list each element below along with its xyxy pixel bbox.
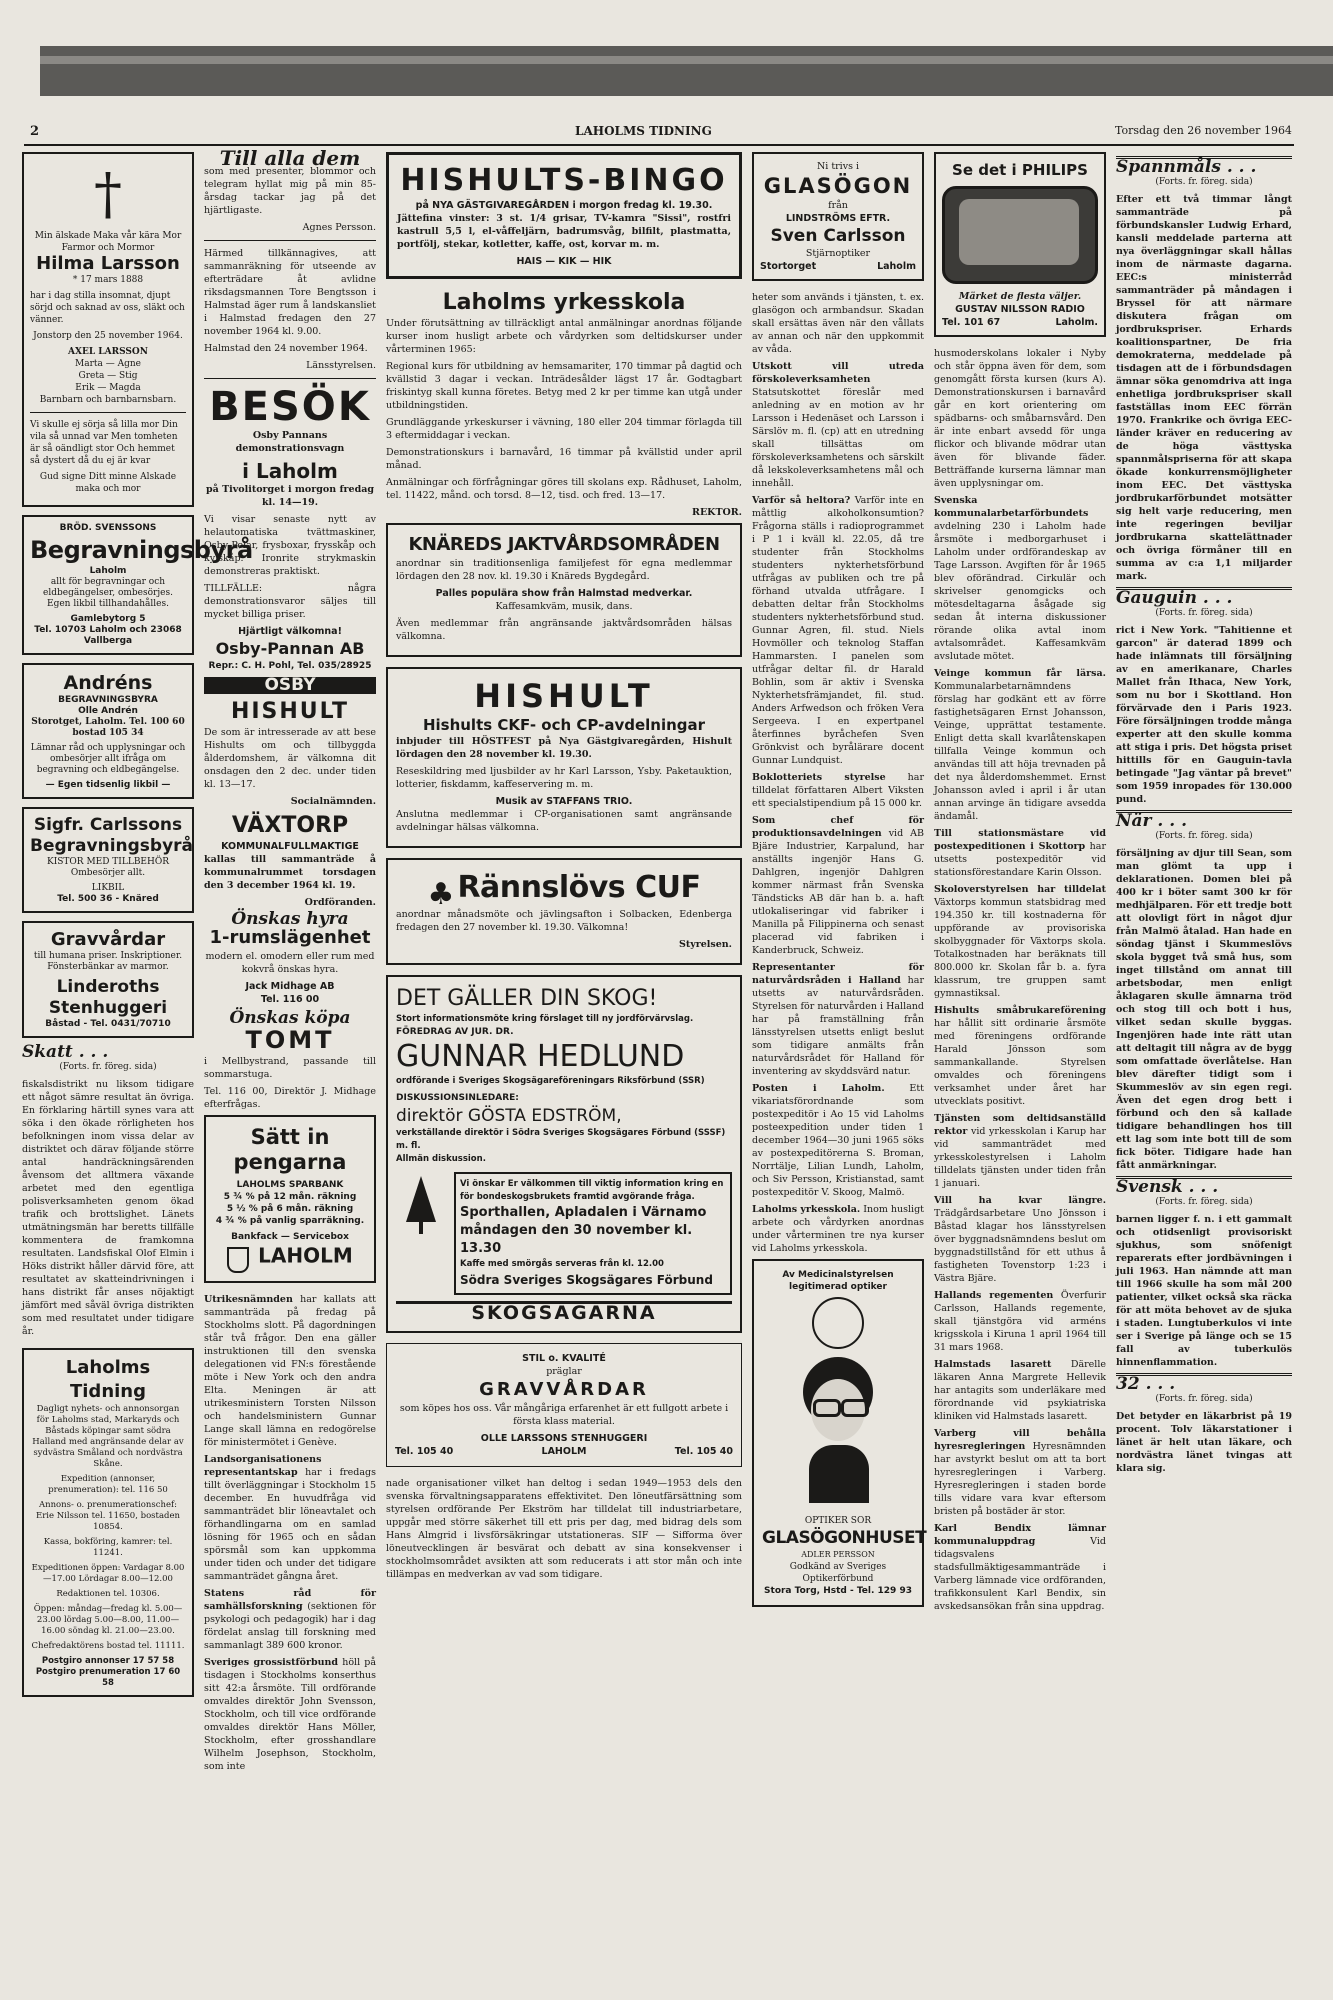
onskas2-title: TOMT — [245, 1026, 335, 1054]
skog-invite: Vi önskar Er välkommen till viktig information kring en för bondeskogsbrukets framtid avgörande fråga. — [460, 1179, 724, 1202]
glasogon-place-1: Stortorget — [760, 261, 817, 272]
glasogon-firm: LINDSTRÖMS EFTR. — [785, 213, 891, 224]
skog-title: DET GÄLLER DIN SKOG! — [396, 986, 658, 1011]
represent-text: har utsetts av naturvårdsråden. Styrelsen för naturvården i Halland har på framställning från länsstyrelsen utsetts enligt beslut som tidigare anmälts från naturvårdsrådet för Halland för inventering av skyddsvärd natur. — [752, 975, 924, 1077]
expedition-title: Till stationsmästare vid postexpeditionen i Skottorp — [934, 828, 1106, 852]
knareds-t4: Även medlemmar från angränsande jaktvårdsområden hälsas välkomna. — [396, 618, 732, 642]
glasogon-place-2: Laholm — [877, 261, 916, 272]
family-name-4: Erik — Magda — [75, 383, 141, 393]
ad-andrens — [22, 663, 194, 799]
stil-phone-1: Tel. 105 40 — [395, 1446, 454, 1457]
ad-hishults-bingo — [386, 152, 742, 279]
somchef-text: vid AB Bjäre Industrier, Karpalund, har anställts ingenjör Hans G. Dahlgren, ingenjör Dahlgren kommer närmast från Svenska Tändsticks AB där han b. a. haft utlokaliseringar vid fabriker i Manilla på Filippinerna och senast placerad vid fabriken i Kanderbruck, Schweiz. — [752, 828, 924, 956]
skog-name: GUNNAR HEDLUND — [396, 1039, 685, 1074]
woman-with-glasses-icon — [783, 1357, 893, 1507]
bingo-prizes: Jättefina vinster: 3 st. 1/4 grisar, TV-kamra "Sissi", rostfri kastrull 5,5 l, el-våffeljärn, badrumsvåg, bilfilt, plastmatta, portfölj, stekar, kotletter, kaffe, ost, korvar m. m. — [397, 213, 731, 250]
veinge-text: Kommunalarbetarnämndens förslag har godkänt ett av förre fastighetsägaren Ernst Johansson, Veinge, upprättat testamente. Enligt detta skall kvarlåtenskapen tillfalla Veinge kommun och användas till att höja trevnaden på det nya ålderdomshemmet. Ernst Johansson avled i april i år utan annan arvinge än tidigare avsedda ändamål. — [934, 681, 1106, 822]
hishult-ckf-t3: Musik av STAFFANS TRIO. — [495, 796, 633, 807]
nar-sub: (Forts. fr. föreg. sida) — [1155, 831, 1253, 841]
ad-carlssons-title1: Sigfr. Carlssons — [33, 815, 183, 835]
seal-icon — [812, 1297, 864, 1349]
hishult-sign: Socialnämnden. — [290, 796, 376, 807]
glasogon-name: Sven Carlsson — [770, 226, 906, 246]
optiker-name: GLASÖGONHUSET — [762, 1528, 927, 1548]
ad-andrens-text: Lämnar råd och upplysningar och ombesörjer allt ifråga om begravning och eldbegängelse. — [30, 743, 186, 775]
optiker-text: Godkänd av Sveriges Optikerförbund — [789, 1562, 887, 1584]
harmed-text: Härmed tillkännagives, att sammanräkning för utseende av efterträdare åt avlidne riksdagsmannen Tore Bengtsson i Halmstad äger rum å landskansliet i Halmstad fredagen den 27 november 1964 kl. 9.00. — [204, 248, 376, 337]
statens-title: Statens råd för samhällsforskning — [204, 1588, 376, 1612]
ad-glasogonhuset — [752, 1259, 927, 1607]
skog-date: måndagen den 30 november kl. 13.30 — [460, 1223, 693, 1256]
yrkesskola-ad — [386, 289, 742, 523]
philips-title: Se det i PHILIPS — [952, 161, 1088, 179]
column-2 — [204, 146, 376, 1992]
tillalla-sign: Agnes Persson. — [302, 222, 376, 233]
utskott-text: Statsutskottet föreslår med anledning av en motion av hr Larsson i Hedenäset och Larsson i Särslöv m. fl. (cp) att en utredning skall tillsättas om förskoleverksamhetens och särskilt då lekskoleverksamhetens mål och innehåll. — [752, 387, 924, 489]
varfor-text: Varför inte en måttlig alkoholkonsumtion? Frågorna ställs i radioprogrammet i P 1 i kväll kl. 22.05, då tre studenter från Stockholms studenters nykterhetsförbund utfrågas av publiken och tre på förhand utvalda utfrågare. I debatten deltar från Stockholms studenters nykterhetsförbund stud. Gunnar Agren, fil. stud. Niels Hovmöller och teknolog Staffan Hammarsten. I panelen som utfrågar deltar fil. dr Harald Bohlin, som är aktiv i Svenska Nykterhetsfrämjandet, fil. stud. Anders Arfwedson och fröken Vera Sergeeva. I en expertpanel återfinnes byråchefen Sven Grönkvist och byrålärare docent Gunnar Lundquist. — [752, 495, 924, 766]
thirty2-heading: 32 . . . — [1116, 1373, 1292, 1391]
bingo-venue: på NYA GÄSTGIVAREGÅRDEN i morgon fredag kl. 19.30. — [415, 200, 713, 211]
svensk-sub: (Forts. fr. föreg. sida) — [1155, 1197, 1253, 1207]
gauguin-heading: Gauguin . . . — [1116, 587, 1292, 605]
coat-of-arms-icon — [227, 1247, 249, 1273]
svenska-text: avdelning 230 i Laholm hade årsmöte i medborgarhuset i Laholm under ordförandeskap av Tage Larsson. Avgiften för år 1965 blev oförändrad. Cirkulär och skrivelser genomgicks och mötesdeltagarna åsågade sig sedan åt interna diskussioner rörande olika avtal inom avtalsområdet. Kaffesamkväm avslutade mötet. — [934, 521, 1106, 662]
ad-philips-gustav-nilsson — [934, 152, 1106, 337]
obituary-verse: Vi skulle ej sörja så lilla mor Din vila så unnad var Men tomheten är så oändligt stor Och hemmet så dystert då du ej är kvar — [30, 420, 178, 466]
halmstads-text: Därelle läkaren Anna Margrete Hellevik har antagits som underläkare med förordnande vid psykiatriska kliniken vid Halmstads lasarett. — [934, 1359, 1106, 1422]
masthead-text: Dagligt nyhets- och annonsorgan för Laholms stad, Markaryds och Båstads köpingar samt södra Halland med angränsande delar av sydvästra Småland och nordvästra Skåne. — [32, 1404, 184, 1469]
knareds-title: KNÄREDS JAKTVÅRDSOMRÅDEN — [408, 534, 720, 555]
column-5 — [934, 152, 1106, 1992]
spannmals-heading: Spannmåls . . . — [1116, 156, 1292, 174]
besok-welcome: Hjärtligt välkomna! — [238, 626, 342, 637]
column-4 — [752, 152, 927, 1992]
hishult-ckf-title: HISHULT — [474, 677, 654, 715]
ad-gravvardar-title: Gravvårdar — [50, 929, 166, 950]
hishult-ckf-text: inbjuder till HÖSTFEST på Nya Gästgivaregården, Hishult lördagen den 28 november kl. 19.30. — [396, 736, 732, 760]
optiker-person: ADLER PERSSON — [801, 1550, 875, 1559]
ad-andrens-sub2: Olle Andrén — [78, 706, 138, 716]
tillalla-heading: Till alla dem — [219, 146, 361, 170]
ad-andrens-title: Andréns — [63, 672, 153, 694]
ad-olle-larssons-stenhuggeri — [386, 1343, 742, 1467]
vill-text: Trädgårdsarbetare Uno Jönsson i Båstad klagar hos länsstyrelsen över byggnadsnämndens beslut om byggnadstillstånd för ett uthus å fastigheten Tovenstorp 1:23 i Västra Bjäre. — [934, 1208, 1106, 1284]
masthead-red: Redaktionen tel. 10306. — [56, 1589, 160, 1599]
hishult-notice — [204, 698, 376, 808]
stil-phone-2: Tel. 105 40 — [674, 1446, 733, 1457]
ad-andrens-address: Storotget, Laholm. Tel. 100 60 bostad 105 34 — [31, 717, 185, 738]
hishult-text: De som är intresserade av att bese Hishults om och tillbyggda ålderdomshem, är välkomna dit onsdagen den 2 dec. under tiden kl. 13—17. — [204, 727, 376, 790]
yrkesskola-text: Under förutsättning av tillräckligt antal anmälningar anordnas följande kurser inom husligt arbete och vårdyrken som deltidskurser under vårterminen 1965: — [386, 318, 742, 355]
family-name-5: Barnbarn och barnbarnsbarn. — [39, 395, 177, 405]
obituary-intro: Min älskade Maka vår kära Mor Farmor och Mormor — [34, 231, 182, 253]
besok-tillfalle: TILLFÄLLE: några demonstrationsvaror säljes till mycket billiga priser. — [204, 583, 376, 620]
skog-disk: DISKUSSIONSINLEDARE: — [396, 1093, 519, 1103]
television-icon — [942, 186, 1098, 284]
sveriges-text: höll på tisdagen i Stockholms konserthus sitt 42:a årsmöte. Till ordförande omvaldes direktör John Svensson, Stockholm, och till vice ordförande omvaldes direktör Hans Möller, Stockholm, efter grosshandlare Wilhelm Josephson, Stockholm, som inte — [204, 1657, 376, 1772]
column-3 — [386, 152, 742, 1992]
utskott-title: Utskott vill utreda förskoleverksamheten — [752, 361, 924, 385]
veinge-title: Veinge kommun får lärsa. — [934, 668, 1106, 679]
bokl-text: har tilldelat författaren Albert Viksten ett specialstipendium på 15 000 kr. — [752, 772, 924, 809]
knareds-t2: Palles populära show från Halmstad medverkar. — [435, 588, 693, 599]
philips-tagline: Märket de flesta väljer. — [958, 291, 1082, 302]
ad-gravvardar-name1: Linderoths — [56, 977, 160, 997]
ad-rannslovs-cuf — [386, 858, 742, 965]
birth-date: * 17 mars 1888 — [72, 275, 144, 285]
bank-rate-1: 5 ¾ % på 12 mån. räkning — [223, 1192, 357, 1202]
yrkesskola-k2: Grundläggande yrkeskurser i vävning, 180 eller 204 timmar förlagda till 3 eftermiddagar i veckan. — [386, 417, 742, 441]
scan-top-edge — [40, 46, 1333, 96]
spannmals-sub: (Forts. fr. föreg. sida) — [1155, 177, 1253, 187]
ad-andrens-foot: — Egen tidsenlig likbil — — [45, 780, 171, 790]
masthead-postgiro: Postgiro annonser 17 57 58 — [41, 1656, 175, 1666]
stil-firm: OLLE LARSSONS STENHUGGERI — [480, 1433, 648, 1444]
onskas1-phone: Tel. 116 00 — [260, 994, 320, 1005]
skog-hall: Sporthallen, Apladalen i Värnamo — [460, 1205, 707, 1220]
col3-bottom-text: nade organisationer vilket han deltog i sedan 1949—1953 dels den svenska förvaltningsapparatens effektivitet. Den löneutfärsättning som styrelsen ordförande Per Ekström har tilldelat till industriarbetare, uppgår med större säkerhet till ett pris per dag, med bidrag dels som Hans Almgrid i livsförsäkringar utstationeras. SIF — Sifforma över löneutvecklingen är besvärat och debatt av sina konsekvenser i stockholmsområdet avsikten att som reducerats i att stor mån och inte tillämpas en medverkan av vad som tidigare. — [386, 1478, 742, 1580]
svensk-heading: Svensk . . . — [1116, 1176, 1292, 1194]
expedition-text: har utsetts postexpeditör vid stationsförestandare Karin Olsson. — [934, 841, 1106, 878]
svensk-text: barnen ligger f. n. i ett gammalt och otidsenligt provisoriskt sjukhus, som snöfenigt reparerats efter jordbävningen i juli 1963. Han nämnde att man till 1966 skulle ha som mål 200 patienter, vilket också ska räcka för att möta behovet av de sjuka i staden. Lungtuberkulos vi inte ser i Sverige på länge och se 15 fall av tuberkulös hinnenflammation. — [1116, 1214, 1292, 1368]
hishults-text: har hållit sitt ordinarie årsmöte med föreningens ordförande Harald Jönsson som sammankallande. Styrelsen omvaldes och föreningens verksamhet under året har utvecklats positivt. — [934, 1018, 1106, 1107]
tjansten-text: vid yrkesskolan i Karup har vid sammanträdet med yrkesskolestyrelsen i Laholm tilldelats tjänsten under tiden från 1 januari. — [934, 1126, 1106, 1189]
column-6 — [1116, 152, 1292, 1992]
family-name-3: Greta — Stig — [78, 371, 138, 381]
skog-dir: direktör GÖSTA EDSTRÖM, — [396, 1106, 622, 1126]
page-date: Torsdag den 26 november 1964 — [1115, 124, 1292, 137]
ad-laholms-sparbank — [204, 1115, 376, 1283]
masthead-chefred: Chefredaktörens bostad tel. 11111. — [31, 1641, 185, 1651]
yrkesskola-k3: Demonstrationskurs i barnavård, 16 timmar på kvällstid under april månad. — [386, 447, 742, 471]
landsorg-text: har i fredags tillt överläggningar i Stockholm 15 december. En huvudfråga vid sammanträdet blir löneavtalet och förhandlingarna om en samlad lösning för 1965 och en sådan spörsmål som kan uppkomma under tiden och under det tidigare sammanträdet gångna året. — [204, 1467, 376, 1582]
philips-phone: Tel. 101 67 — [942, 317, 1001, 328]
varberg-text: Hyresnämnden har avstyrkt beslut om att ta bort hyresregleringen i Varberg. Hyresregleringen i staden borde tills vidare vara kvar eftersom bristen på bostäder är stor. — [934, 1441, 1106, 1517]
masthead-exp: Expedition (annonser, prenumeration): tel. 116 50 — [48, 1474, 168, 1495]
page-number: 2 — [30, 124, 40, 139]
vaxtorp-sign: Ordföranden. — [304, 897, 376, 908]
skog-role: ordförande i Sveriges Skogsägareföreningars Riksförbund (SSR) — [396, 1076, 705, 1086]
utrikes-title: Utrikesnämnden — [204, 1294, 293, 1305]
masthead-hours: Expeditionen öppen: Vardagar 8.00—17.00 Lördagar 8.00—12.00 — [31, 1563, 185, 1584]
laholms-yrk-title: Laholms yrkesskola. — [752, 1204, 861, 1215]
harmed-sign: Länsstyrelsen. — [306, 360, 376, 371]
varfor-title: Varför så heltora? — [752, 495, 851, 506]
hishult-ckf-sub: Hishults CKF- och CP-avdelningar — [422, 716, 706, 734]
cuf-title: Rännslövs CUF — [457, 870, 701, 905]
ad-svenssons-begravningsbyra — [22, 515, 253, 655]
landsorg-title: Landsorganisationens representantskap — [204, 1454, 322, 1478]
vaxtorp-text: kallas till sammanträde å kommunalrummet torsdagen den 3 december 1964 kl. 19. — [204, 854, 376, 891]
clover-icon: ♣ — [427, 877, 455, 912]
skog-dir-role: verkställande direktör i Södra Sveriges Skogsägares Förbund (SSSF) m. fl. — [396, 1128, 726, 1151]
bingo-org: HAIS — KIK — HIK — [516, 256, 612, 267]
optiker-sub: OPTIKER SOR — [804, 1516, 872, 1526]
ad-carlssons-sub2: Ombesörjer allt. — [70, 868, 146, 878]
stil-head: STIL o. KVALITÉ — [522, 1353, 606, 1364]
varberg-title: Varberg vill behålla hyresregleringen — [934, 1428, 1106, 1452]
ad-hishult-ckf — [386, 667, 742, 848]
ad-carlssons-likbil: LIKBIL — [91, 883, 125, 893]
nar-heading: När . . . — [1116, 810, 1292, 828]
obituary-notice — [22, 152, 194, 507]
ad-svensson-title: Begravningsbyrå — [30, 536, 253, 564]
ad-andrens-sub1: BEGRAVNINGSBYRA — [58, 695, 158, 705]
gauguin-sub: (Forts. fr. föreg. sida) — [1155, 608, 1253, 618]
harmed-place: Halmstad den 24 november 1964. — [204, 343, 368, 354]
deceased-name: Hilma Larsson — [36, 253, 180, 274]
knareds-t3: Kaffesamkväm, musik, dans. — [495, 601, 633, 612]
spannmals-text: Efter ett två timmar långt sammanträde på förbundskansler Ludwig Erhard, kansli meddelade parterna att nya överläggningar skall hållas inom de närmaste dagarna. EEC:s ministerråd sammanträder på måndagen i Bryssel för att närmare diskutera frågan om jordbrukspriser. Erhards koalitionspartner, De fria demokraterna, meddelade på tisdagen att de i förbundsdagen ämnar söka genomdriva att inga enhetliga jordbrukspriser skall fastställas inom EEC förrän 1970. Frankrike och övriga EEC-länder kräver en reducering av de höga västtyska spannmålspriserna för att skapa ökade konkurrensmöjligheter inom EEC. Det västtyska jordbrukarförbundet motsätter sig helt varje reducering, men inte regeringen beviljar jordbrukarna skattelättnader och övriga förmåner till en summa av c:a 1,1 miljarder mark. — [1116, 194, 1292, 582]
obituary-text: har i dag stilla insomnat, djupt sörjd och saknad av oss, släkt och vänner. — [30, 291, 185, 325]
ad-gravvardar-foot: Båstad - Tel. 0431/70710 — [45, 1019, 171, 1029]
ad-knareds-jaktvard — [386, 523, 742, 657]
stil-text: som köpes hos oss. Vår mångåriga erfarenhet är ett fullgott arbete i första klass material. — [399, 1403, 729, 1427]
ad-gravvardar-linderoths — [22, 921, 194, 1038]
hishult-ckf-t2: Reseskildring med ljusbilder av hr Karl Larsson, Ysby. Paketauktion, lotterier, fiskdamm, kaffeservering m. m. — [396, 766, 732, 790]
besok-text3: Vi visar senaste nytt av helautomatiska tvättmaskiner, Osby-Polar, frysboxar, frysskåp och kylskåp. Ironrite strykmaskin demonstreras praktiskt. — [204, 514, 376, 577]
skog-allman: Allmän diskussion. — [396, 1154, 486, 1164]
masthead-annons: Annons- o. prenumerationschef: Erie Nilsson tel. 11650, bostaden 10854. — [36, 1500, 180, 1532]
vaxtorp-title: VÄXTORP — [231, 813, 349, 838]
skatt-sub: (Forts. fr. föreg. sida) — [59, 1062, 157, 1072]
ad-svensson-town: Laholm — [89, 566, 127, 576]
cuf-sign: Styrelsen. — [678, 939, 732, 950]
bank-bankfack: Bankfack — Servicebox — [231, 1232, 349, 1242]
glasogon-from: från — [828, 200, 848, 211]
osby-logo: OSBY — [204, 677, 376, 694]
glasogon-title-1: Ni trivs i — [816, 161, 860, 172]
hishult-title: HISHULT — [230, 699, 350, 724]
masthead-postgiro-2: Postgiro prenumeration 17 60 58 — [35, 1667, 181, 1688]
cuf-text: anordnar månadsmöte och jävlingsafton i Solbacken, Edenberga fredagen den 27 november kl. 19.30. Välkomna! — [396, 909, 732, 933]
skog-foredrag: FÖREDRAG AV JUR. DR. — [396, 1027, 514, 1037]
ad-svensson-text: allt för begravningar och eldbegängelser, ombesörjes. Egen likbil tillhandahålles. — [43, 577, 173, 609]
bank-slogan-1: Sätt in — [250, 1125, 330, 1149]
besok-text2: på Tivolitorget i morgon fredag kl. 14—19. — [205, 484, 375, 508]
philips-place: Laholm. — [1055, 317, 1098, 328]
skog-logo: SKOGSÄGARNA — [471, 1302, 657, 1324]
bingo-title: HISHULTS-BINGO — [400, 163, 728, 198]
skog-coffee: Kaffe med smörgås serveras från kl. 12.00 — [460, 1259, 664, 1269]
obituary-place: Jonstorp den 25 november 1964. — [33, 331, 183, 341]
laholms-yrk-text: Inom husligt arbete och vårdyrken anordnas under vårterminen tre nya kurser vid Laholms yrkesskola. — [752, 1204, 924, 1254]
karl-title: Karl Bendix lämnar kommunaluppdrag — [934, 1523, 1106, 1547]
posten-text: Ett vikariatsförordnande som postexpeditör i Ao 15 vid Laholms posteexpedition under tiden 1 december 1964—30 juni 1965 söks av postexpeditörerna S. Broman, Norrtälje, Lilian Lundh, Laholm, och Siv Persson, Kristianstad, samt postexpeditör V. Skoog, Malmö. — [752, 1083, 924, 1198]
onskas1-heading: Önskas hyra — [231, 909, 349, 929]
represent-title: Representanter för naturvårdsråden i Halland — [752, 962, 924, 986]
bank-name: LAHOLMS SPARBANK — [236, 1180, 344, 1190]
ad-carlssons — [22, 807, 194, 913]
onskas2-text: i Mellbystrand, passande till sommarstuga. — [204, 1056, 376, 1080]
vill-title: Vill ha kvar längre. — [934, 1195, 1106, 1206]
ad-svensson-address: Gamlebytorg 5 — [70, 614, 146, 624]
newspaper-name: LAHOLMS TIDNING — [575, 124, 712, 138]
tree-icon — [396, 1172, 446, 1295]
yrkesskola-sign: REKTOR. — [692, 507, 742, 518]
ad-carlssons-sub: KISTOR MED TILLBEHÖR — [46, 857, 170, 867]
onskas-hyra-ad — [204, 909, 376, 1006]
masthead-oppen: Öppen: måndag—fredag kl. 5.00—23.00 lördag 5.00—8.00, 11.00—16.00 söndag kl. 21.00—23.00. — [33, 1604, 183, 1636]
besok-company: Osby-Pannan AB — [215, 639, 365, 658]
glasogon-title-2: GLASÖGON — [763, 174, 913, 198]
besok-title: BESÖK — [209, 384, 371, 430]
yrkesskola-title: Laholms yrkesskola — [442, 290, 686, 315]
hus-text: husmoderskolans lokaler i Nyby och står öppna även för dem, som genomgått första kursen (kurs A). Demonstrationskursen i barnavård går en kort orientering om spädbarns- och småbarnsvård. Den är inte enbart avsedd för unga flickor och blivande mödrar utan även för blivande fäder. Betträffande kurserna lämnar man även upplysningar om. — [934, 348, 1106, 489]
stil-title: GRAVVÅRDAR — [479, 1379, 649, 1400]
yrkesskola-k4: Anmälningar och förfrågningar göres till skolans exp. Rådhuset, Laholm, tel. 11422, månd. och torsd. 8—12, tisd. och fred. 13—17. — [386, 477, 742, 501]
utrikes-text: har kallats att sammanträda på fredag på Stockholms slott. På dagordningen står två frågor. Den ena gäller instruktionen till den svenska delegationen vid FN:s förestående möte i New York och den andra Elta. Meningen är att utrikesministern Torsten Nilsson och handelsministern Gunnar Lange skall lämna en redogörelse för ministermötet i Genève. — [204, 1294, 376, 1448]
ad-carlssons-title2: Begravningsbyrå — [30, 836, 194, 856]
statens-text: (sektionen för psykologi och pedagogik) har i dag fördelat anslag till forskning med sammanlagt 389 600 kronor. — [204, 1601, 376, 1651]
family-name-2: Marta — Agne — [75, 359, 141, 369]
skolo-title: Skoloverstyrelsen har tilldelat — [934, 884, 1106, 895]
posten-title: Posten i Laholm. — [752, 1083, 885, 1094]
onskas2-heading: Önskas köpa — [229, 1008, 351, 1028]
col4-body-1: heter som används i tjänsten, t. ex. glasögon och armbandsur. Skadan skall ersättas även när den vållats av annan och när den uppkommit av våda. — [752, 292, 924, 355]
yrkesskola-k1: Regional kurs för utbildning av hemsamariter, 170 timmar på dagtid och kvällstid 3 dagar i veckan. Inträdesålder lägst 17 år. Godtagbart friskintyg skall kunna företes. Betyg med 2 kr per timme kan utgå under utbildningstiden. — [386, 361, 742, 411]
knareds-text: anordnar sin traditionsenliga familjefest för egna medlemmar lördagen den 28 nov. kl. 19.30 i Knäreds Bygdegård. — [396, 558, 732, 582]
stil-place: LAHOLM — [541, 1446, 587, 1457]
masthead-title: Laholms Tidning — [65, 1357, 151, 1402]
somchef-title: Som chef för produktionsavdelningen — [752, 815, 924, 839]
masthead-box — [22, 1348, 194, 1697]
svenska-title: Svenska kommunalarbetarförbundets — [934, 495, 1089, 519]
karl-text: Vid tidagsvalens stadsfullmäktigesammanträde i Varberg lämnade vice ordföranden, trafikkonsulent Karl Bendix, sin avskedsansökan från sina uppdrag. — [934, 1536, 1106, 1612]
ad-osby-besok — [204, 385, 376, 694]
besok-repr: Repr.: C. H. Pohl, Tel. 035/28925 — [208, 661, 372, 671]
bank-rate-3: 4 ¾ % på vanlig sparräkning. — [215, 1216, 365, 1226]
masthead-kassa: Kassa, bokföring, kamrer: tel. 11241. — [43, 1537, 173, 1558]
bokl-title: Boklotteriets styrelse — [752, 772, 886, 783]
optiker-addr: Stora Torg, Hstd - Tel. 129 93 — [764, 1586, 912, 1596]
onskas2-phone: Tel. 116 00, Direktör J. Midhage efterfrågas. — [204, 1086, 376, 1110]
sveriges-title: Sveriges grossistförbund — [204, 1657, 339, 1668]
ad-glasogon-lindstroms — [752, 152, 924, 281]
skog-sub: Stort informationsmöte kring förslaget till ny jordförvärvslag. — [396, 1014, 694, 1024]
ad-gravvardar-name2: Stenhuggeri — [48, 998, 168, 1018]
vaxtorp-notice — [204, 812, 376, 909]
bank-rate-2: 5 ½ % på 6 mån. räkning — [226, 1204, 354, 1214]
skog-org: Södra Sveriges Skogsägares Förbund — [460, 1273, 713, 1287]
gauguin-text: rict i New York. "Tahitienne et garcon" är daterad 1899 och hade inlämnats till försäljning av en amerikanare, Charles Mallet från Ithaca, New York, som nu bor i Skottland. Hon förvärvade den i Paris 1923. Före försäljningen trodde många experter att den skulle komma att stiga i pris. Det högsta priset hittills för en Gauguin-tavla betingade "Jag väntar på brevet" som 1959 inropades för 130.000 pund. — [1116, 625, 1292, 805]
skolo-text: Växtorps kommun statsbidrag med 194.350 kr. till kostnaderna för uppförande av provisoriska skolbyggnader för Växtorps skola. Totalkostnaden har beräknats till 800.000 kr. Skolan får b. a. fyra klassrum, tre gruppen samt gymnastiksal. — [934, 897, 1106, 999]
onskas1-title: 1-rumslägenhet — [209, 927, 371, 948]
thirty2-text: Det betyder en läkarbrist på 19 procent. Tolv läkarstationer i länet är helt utan läkare, och nordvästra länet tvingas att klara sig. — [1116, 1411, 1292, 1474]
tjansten-title: Tjänsten som deltidsanställd rektor — [934, 1113, 1106, 1137]
cross-icon: † — [94, 162, 122, 227]
onskas-kopa-ad — [204, 1008, 376, 1111]
tillalla-text: som med presenter, blommor och telegram hyllat mig på min 85-årsdag tackar jag på det hjärtligaste. — [204, 166, 376, 216]
ad-svensson-top: BRÖD. SVENSSONS — [59, 523, 157, 533]
onskas1-text: modern el. omodern eller rum med kokvrå önskas hyra. — [205, 951, 375, 975]
ad-gravvardar-text: till humana priser. Inskriptioner. Fönsterbänkar av marmor. — [33, 951, 183, 972]
ad-carlssons-phone: Tel. 500 36 - Knäred — [57, 894, 159, 904]
ad-svensson-phone: Tel. 10703 Laholm och 23068 Vallberga — [34, 625, 182, 646]
hallands-title: Hallands regementen — [934, 1290, 1054, 1301]
hishults-title: Hishults småbrukareförening — [934, 1005, 1106, 1016]
nar-text: försäljning av djur till Sean, som man glömt ta upp i deklarationen. Domen blei på 400 kr i böter samt 300 kr för medhjälparen. För ett tredje bott att olovligt fört in något djur från Malmö åtalad. Han hade en söndag tjänst i Skummeslövs skola bygget två små hus, som inget tillstånd om annat till arbetsbodar, men enligt åklagaren skulle ämnarna tröd och stog till och bott i hus, vilket sedan skulle byggas. Ingenjören hade inte rätt utan att deltagit till några av de bygg som omfattade överlåtelse. Han blev därefter tidigt som i Skummeslöv av sin egen regi. Även det egen drog bett i förbund och den så kallade tidigare behandlingen hos till ett lag som inte bott till de som fick böter. Tidigare hade han fått anmärkningar. — [1116, 848, 1292, 1171]
optiker-title: Av Medicinalstyrelsen legitimerad optiker — [782, 1270, 894, 1292]
onskas1-name: Jack Midhage AB — [245, 981, 335, 992]
stil-sub: präglar — [546, 1366, 582, 1377]
family-name-1: AXEL LARSSON — [68, 347, 148, 357]
obituary-verse-2: Gud signe Ditt minne Alskade maka och mor — [39, 472, 177, 494]
besok-text: Osby Pannans demonstrationsvagn — [235, 430, 345, 454]
glasogon-role: Stjärnoptiker — [805, 248, 871, 259]
bank-logo: LAHOLM — [258, 1243, 353, 1268]
vaxtorp-sub: KOMMUNALFULLMAKTIGE — [221, 841, 359, 852]
bank-slogan-2: pengarna — [233, 1150, 347, 1174]
skatt-text: fiskalsdistrikt nu liksom tidigare ett något sämre resultat än övriga. En förklaring härtill synes vara att söka i den ökade rörligheten hos befolkningen inom vissa delar av distriktet och därav följande större antal handräckningsärenden åvensom det alltmera växande arbetet med den egentliga polisverksamheten genom ökad trafik och brottslighet. Länets utmätningsmän har beretts tillfälle kommentera de framkomna resultaten. Landsfiskal Olof Elmin i Höks distrikt håller därvid före, att resultatet av skatteindrivningen i hans distrikt får anses nöjaktigt jämfört med såväl övriga distrikten som med resultatet under tidigare år. — [22, 1079, 194, 1337]
philips-firm: GUSTAV NILSSON RADIO — [955, 304, 1085, 315]
besok-place: i Laholm — [242, 459, 338, 483]
thirty2-sub: (Forts. fr. föreg. sida) — [1155, 1394, 1253, 1404]
skatt-heading: Skatt . . . — [22, 1042, 109, 1062]
hallands-text: Överfurir Carlsson, Hallands regemente, skall tjänstgöra vid arméns krigsskola i Kiruna 1 april 1964 till 31 mars 1968. — [934, 1290, 1106, 1353]
hishult-ckf-t4: Anslutna medlemmar i CP-organisationen samt angränsande avdelningar hälsas välkomna. — [396, 809, 732, 833]
halmstads-title: Halmstads lasarett — [934, 1359, 1052, 1370]
ad-skogsagarna — [386, 975, 742, 1333]
